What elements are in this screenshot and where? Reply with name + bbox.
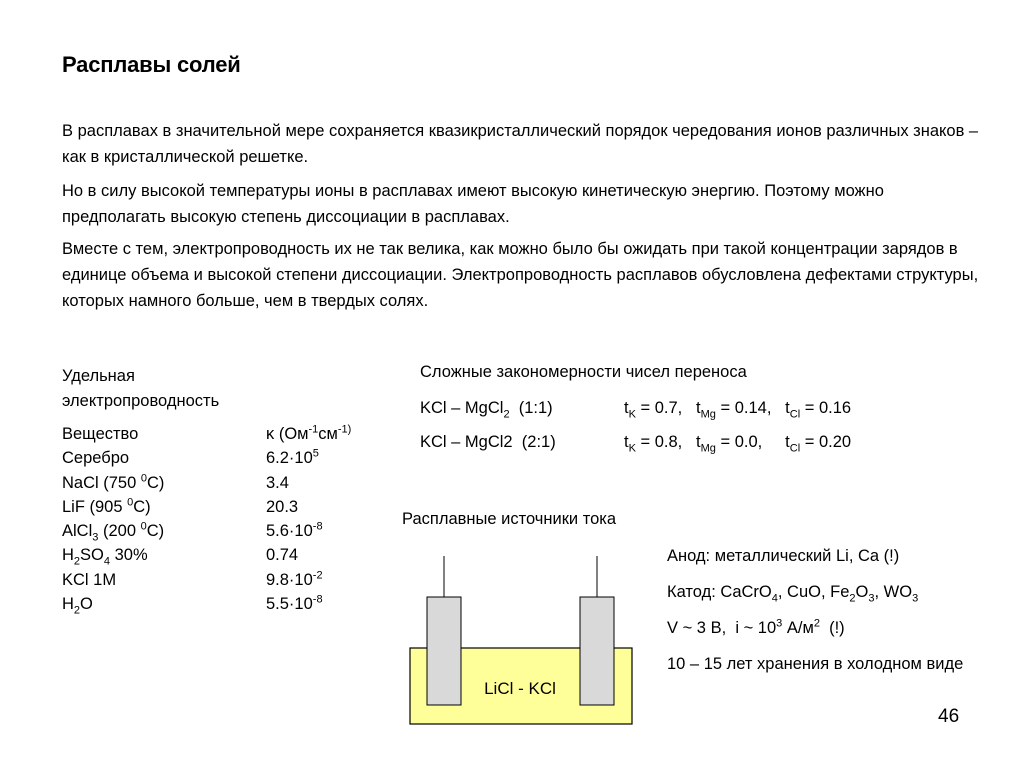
left-electrode	[427, 597, 461, 705]
paragraph-3: Вместе с тем, электропроводность их не так велика, как можно было бы ожидать при такой концентрации зарядов в единице объема и высокой степени диссоциации. Электропроводность расплавов обусловлена дефектами структуры, которых намного больше, чем в твердых солях.	[62, 240, 979, 310]
paragraph-2: Но в силу высокой температуры ионы в расплавах имеют высокую кинетическую энергию. Поэтому можно предполагать высокую степень диссоциации в расплавах.	[62, 182, 884, 226]
transference-values: $t_K = 0.7$, $t_{Mg} = 0.14$, $t_{Cl} = 0.16$	[624, 399, 852, 421]
transference-line	[420, 391, 852, 425]
transference-values: $t_K = 0.8$, $t_{Mg} = 0.0$, $t_{Cl} = 0.20$	[624, 433, 852, 455]
params-note: V ~ 3 В, i ~ $10^3$ $А/м^2$ (!)	[667, 617, 845, 637]
electrolyte-label: LiCl - KCl	[484, 679, 556, 698]
system-label: KCl – MgCl2 (2:1)	[420, 433, 556, 451]
substance-cell: $H_2O$	[62, 595, 93, 617]
anode-note: Анод: металлический Li, Ca (!)	[667, 547, 900, 565]
storage-note: 10 – 15 лет хранения в холодном виде	[667, 655, 964, 673]
kappa-cell: $5.6\cdot 10^{-8}$	[266, 520, 323, 541]
substance-cell: LiF (905 $^0$C)	[62, 496, 151, 516]
substance-cell: NaCl (750 $^0$C)	[62, 472, 165, 492]
system-label: KCl – MgCl$_2$ (1:1)	[420, 399, 553, 421]
substance-cell: AlCl$_3$ (200 $^0$C)	[62, 520, 165, 544]
conductivity-heading: Удельная электропроводность	[62, 367, 220, 410]
kappa-cell: 3.4	[266, 473, 289, 492]
molten-salt-cell-diagram	[400, 550, 640, 730]
kappa-cell: 20.3	[266, 497, 299, 516]
sources-heading: Расплавные источники тока	[402, 510, 617, 528]
slide-title: Расплавы солей	[62, 52, 241, 77]
transference-line	[420, 425, 852, 459]
kappa-cell: $6.2\cdot 10^5$	[266, 447, 319, 468]
substance-cell: $H_2SO_4$ 30%	[62, 546, 148, 568]
transference-heading: Сложные закономерности чисел переноса	[420, 363, 747, 381]
substance-cell: Серебро	[62, 449, 130, 468]
battery-notes	[667, 544, 987, 688]
kappa-cell: 0.74	[266, 546, 299, 565]
column-header-kappa: κ ($Ом^{-1}см^{-1)}$	[266, 423, 352, 443]
transference-block	[420, 355, 852, 459]
kappa-cell: $5.5\cdot 10^{-8}$	[266, 593, 323, 614]
column-header-substance: Вещество	[62, 425, 139, 443]
paragraph-1: В расплавах в значительной мере сохраняется квазикристаллический порядок чередования ионов различных знаков – как в кристаллической решетке.	[62, 122, 979, 166]
substance-cell: KCl 1M	[62, 570, 117, 589]
right-electrode	[580, 597, 614, 705]
page-number: 46	[938, 706, 960, 727]
cathode-note: Катод: CaCrO$_4$, CuO, $Fe_2O_3$, $WO_3$	[667, 583, 919, 605]
kappa-cell: $9.8\cdot 10^{-2}$	[266, 569, 323, 589]
